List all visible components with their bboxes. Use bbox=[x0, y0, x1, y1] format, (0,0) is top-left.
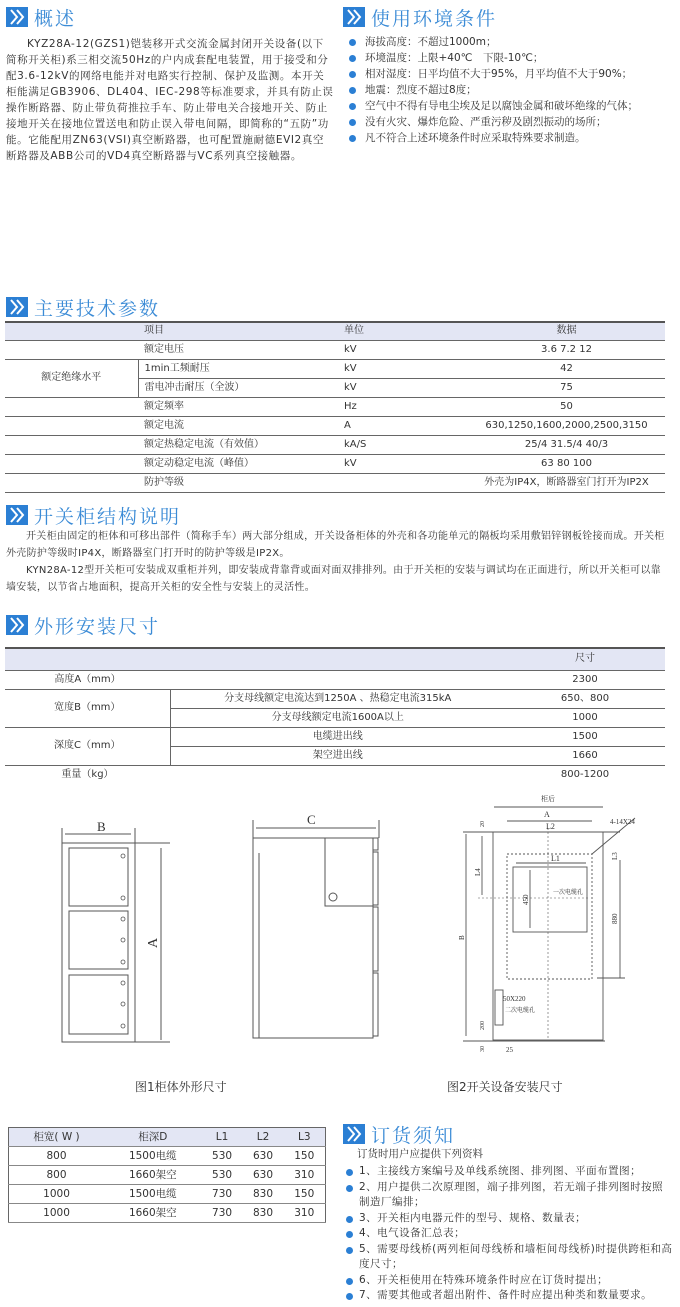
table-cell bbox=[170, 765, 505, 784]
table-cell: 310 bbox=[283, 1166, 325, 1185]
header-cell: 数据 bbox=[468, 322, 665, 340]
label-back: 柜后 bbox=[541, 795, 555, 803]
table-cell: 1660架空 bbox=[104, 1204, 202, 1223]
label-primary-cable: 一次电缆孔 bbox=[553, 890, 584, 896]
front-view-drawing bbox=[62, 819, 170, 1042]
section-title-dimensions bbox=[6, 612, 160, 638]
table-row bbox=[5, 689, 665, 708]
label-450: 450 bbox=[522, 894, 530, 905]
header-cell: 柜宽( W ) bbox=[9, 1128, 105, 1147]
table-cell: 1000 bbox=[505, 708, 665, 727]
list-item: 地震：烈度不超过8度； bbox=[343, 82, 678, 98]
list-item: 3、开关柜内电器元件的型号、规格、数量表； bbox=[343, 1211, 673, 1227]
table-cell: 高度A（mm） bbox=[5, 670, 170, 689]
label-880: 880 bbox=[611, 913, 619, 924]
list-item: 凡不符合上述环境条件时应采取特殊要求制造。 bbox=[343, 130, 678, 146]
table-cell: 架空进出线 bbox=[170, 746, 505, 765]
table-cell: 1000 bbox=[9, 1185, 105, 1204]
list-item: 相对湿度：日平均值不大于95%，月平均值不大于90%； bbox=[343, 66, 678, 82]
tech-params-table bbox=[5, 321, 665, 493]
table-row bbox=[9, 1185, 326, 1204]
table-cell: 150 bbox=[283, 1185, 325, 1204]
table-cell: Hz bbox=[338, 397, 468, 416]
cabinet-drawings bbox=[0, 790, 680, 1070]
header-cell bbox=[5, 322, 138, 340]
table-cell bbox=[170, 670, 505, 689]
structure-paragraph: KYN28A-12型开关柜可安装成双重柜并列，即安装成背靠背或面对面双排排列。由于开关柜的安装与调试均在正面进行，所以开关柜可以靠墙安装，以节省占地面积，提高开关柜的安全性与安装上的灵活性。 bbox=[6, 565, 661, 593]
header-cell bbox=[5, 648, 170, 670]
header-cell: 尺寸 bbox=[505, 648, 665, 670]
table-cell: 1500电缆 bbox=[104, 1185, 202, 1204]
label-a: A bbox=[146, 937, 161, 948]
double-chevron-right-icon bbox=[343, 1124, 365, 1144]
table-cell: 42 bbox=[468, 359, 665, 378]
table-cell: 1500电缆 bbox=[104, 1147, 202, 1166]
table-row bbox=[5, 359, 665, 378]
table-cell: 电缆进出线 bbox=[170, 727, 505, 746]
table-cell: 1000 bbox=[9, 1204, 105, 1223]
label-a2: A bbox=[544, 810, 550, 819]
table-cell: 730 bbox=[202, 1185, 243, 1204]
label-30: 30 bbox=[480, 1046, 486, 1052]
table-cell: 宽度B（mm） bbox=[5, 689, 170, 727]
overview-title: 概述 bbox=[34, 7, 77, 30]
double-chevron-right-icon bbox=[6, 7, 28, 27]
label-secondary-cable: 二次电缆孔 bbox=[505, 1008, 536, 1014]
list-item: 2、用户提供二次原理图，端子排列图，若无端子排列图时按照制造厂编排； bbox=[343, 1180, 673, 1211]
table-cell: 额定热稳定电流（有效值） bbox=[138, 435, 338, 454]
order-intro: 订货时用户应提供下列资料 bbox=[357, 1148, 483, 1160]
overview-text bbox=[6, 36, 334, 164]
table-cell: 530 bbox=[202, 1166, 243, 1185]
label-l3: L3 bbox=[611, 852, 619, 860]
double-chevron-right-icon bbox=[6, 505, 28, 525]
header-cell: 项目 bbox=[138, 322, 338, 340]
label-l1: L1 bbox=[551, 854, 560, 863]
table-cell: 额定电流 bbox=[138, 416, 338, 435]
label-c: C bbox=[307, 812, 316, 827]
structure-paragraph: 开关柜由固定的柜体和可移出部件（简称手车）两大部分组成，开关设备柜体的外壳和各功能单元的隔板均采用敷铝锌钢板铨接而成。开关柜外壳防护等级时IP4X，断路器室门打开时的防护等级是IP2X。 bbox=[6, 531, 665, 559]
table-cell: 分支母线额定电流1600A以上 bbox=[170, 708, 505, 727]
table-cell: 额定动稳定电流（峰值） bbox=[138, 454, 338, 473]
figure2-caption: 图2开关设备安装尺寸 bbox=[447, 1080, 563, 1094]
table-row bbox=[5, 454, 665, 473]
label-holes: 4-14X24 bbox=[610, 818, 635, 826]
table-cell bbox=[5, 473, 138, 492]
table-row bbox=[5, 670, 665, 689]
table-row bbox=[9, 1166, 326, 1185]
double-chevron-right-icon bbox=[6, 615, 28, 635]
table-cell: 1660 bbox=[505, 746, 665, 765]
table-cell: 重量（kg） bbox=[61, 768, 114, 780]
double-chevron-right-icon bbox=[6, 297, 28, 317]
order-title: 订货须知 bbox=[371, 1124, 456, 1147]
table-cell: kV bbox=[338, 378, 468, 397]
group-label: 额定绝缘水平 bbox=[5, 359, 138, 397]
table-cell: 25/4 31.5/4 40/3 bbox=[468, 435, 665, 454]
table-cell: A bbox=[338, 416, 468, 435]
table-row bbox=[5, 435, 665, 454]
table-cell: 310 bbox=[283, 1204, 325, 1223]
table-cell bbox=[5, 416, 138, 435]
table-cell: 830 bbox=[243, 1204, 284, 1223]
section-title-order bbox=[343, 1121, 455, 1147]
header-cell: 单位 bbox=[338, 322, 468, 340]
list-item: 4、电气设备汇总表； bbox=[343, 1226, 673, 1242]
table-cell: 50 bbox=[468, 397, 665, 416]
label-200: 200 bbox=[480, 1021, 486, 1030]
table-cell: 外壳为IP4X，断路器室门打开为IP2X bbox=[468, 473, 665, 492]
table-cell: 1660架空 bbox=[104, 1166, 202, 1185]
list-item: 1、主接线方案编号及单线系统图、排列图、平面布置图； bbox=[343, 1164, 673, 1180]
table-row bbox=[5, 397, 665, 416]
table-row bbox=[9, 1147, 326, 1166]
label-25: 25 bbox=[506, 1046, 513, 1054]
header-cell: L3 bbox=[283, 1128, 325, 1147]
environment-list bbox=[343, 34, 678, 146]
section-title-environment bbox=[343, 4, 497, 30]
table-cell: 额定频率 bbox=[138, 397, 338, 416]
table-row bbox=[9, 1204, 326, 1223]
table-cell: 150 bbox=[283, 1147, 325, 1166]
table-cell: 分支母线额定电流达到1250A 、热稳定电流315kA bbox=[170, 689, 505, 708]
structure-title: 开关柜结构说明 bbox=[34, 505, 182, 528]
table-header bbox=[9, 1128, 326, 1147]
table-cell bbox=[5, 340, 138, 359]
table-cell: kV bbox=[338, 340, 468, 359]
section-title-structure bbox=[6, 502, 181, 528]
table-cell: 630,1250,1600,2000,2500,3150 bbox=[468, 416, 665, 435]
table-row bbox=[5, 340, 665, 359]
table-cell: 雷电冲击耐压（全波） bbox=[138, 378, 338, 397]
table-cell: 830 bbox=[243, 1185, 284, 1204]
dimensions-table bbox=[5, 647, 665, 784]
table-cell bbox=[5, 454, 138, 473]
figure1-caption: 图1柜体外形尺寸 bbox=[135, 1080, 227, 1094]
label-b: B bbox=[97, 819, 106, 834]
label-l2: L2 bbox=[546, 822, 555, 831]
table-cell: 630 bbox=[243, 1166, 284, 1185]
order-list bbox=[343, 1164, 673, 1304]
dimensions-title: 外形安装尺寸 bbox=[34, 615, 161, 638]
table-cell: 2300 bbox=[505, 670, 665, 689]
table-row bbox=[5, 727, 665, 746]
environment-title: 使用环境条件 bbox=[371, 7, 498, 30]
list-item: 7、需要其他或者超出附件、备件时应提出种类和数量要求。 bbox=[343, 1288, 673, 1304]
table-header bbox=[5, 322, 665, 340]
table-cell: kV bbox=[338, 359, 468, 378]
size-table bbox=[8, 1127, 326, 1223]
list-item: 空气中不得有导电尘埃及足以腐蚀金属和破坏绝缘的气体； bbox=[343, 98, 678, 114]
table-cell: 3.6 7.2 12 bbox=[468, 340, 665, 359]
label-20: 20 bbox=[480, 821, 486, 827]
table-header bbox=[5, 648, 665, 670]
table-cell: 深度C（mm） bbox=[5, 727, 170, 765]
list-item: 6、开关柜使用在特殊环境条件时应在订货时提出； bbox=[343, 1273, 673, 1289]
header-cell: L2 bbox=[243, 1128, 284, 1147]
label-b2: B bbox=[458, 935, 466, 940]
label-slot: 50X220 bbox=[503, 995, 526, 1003]
table-cell: 1500 bbox=[505, 727, 665, 746]
install-drawing bbox=[458, 794, 635, 1054]
double-chevron-right-icon bbox=[343, 7, 365, 27]
table-cell: 75 bbox=[468, 378, 665, 397]
table-cell: 800 bbox=[9, 1147, 105, 1166]
header-cell bbox=[170, 648, 505, 670]
table-row bbox=[5, 473, 665, 492]
table-cell: kV bbox=[338, 454, 468, 473]
list-item: 没有火灾、爆炸危险、严重污秽及剧烈振动的场所； bbox=[343, 114, 678, 130]
table-cell: 800 bbox=[9, 1166, 105, 1185]
table-cell bbox=[5, 397, 138, 416]
table-cell: 800-1200 bbox=[560, 768, 610, 780]
table-cell: 730 bbox=[202, 1204, 243, 1223]
label-l4: L4 bbox=[474, 868, 482, 876]
list-item: 5、需要母线桥(两列柜间母线桥和墙柜间母线桥)时提供跨柜和高度尺寸； bbox=[343, 1242, 673, 1273]
tech-title: 主要技术参数 bbox=[34, 297, 161, 320]
table-cell: 630 bbox=[243, 1147, 284, 1166]
table-cell: 530 bbox=[202, 1147, 243, 1166]
list-item: 环境温度：上限+40℃ 下限-10℃； bbox=[343, 50, 678, 66]
table-cell: 650、800 bbox=[505, 689, 665, 708]
table-cell: kA/S bbox=[338, 435, 468, 454]
structure-text bbox=[6, 528, 670, 596]
table-row bbox=[5, 765, 665, 784]
table-cell: 额定电压 bbox=[138, 340, 338, 359]
section-title-overview bbox=[6, 4, 76, 30]
table-cell bbox=[338, 473, 468, 492]
side-view-drawing bbox=[253, 812, 379, 1038]
list-item: 海拔高度：不超过1000m； bbox=[343, 34, 678, 50]
table-cell: 防护等级 bbox=[138, 473, 338, 492]
table-row bbox=[5, 416, 665, 435]
table-cell bbox=[5, 435, 138, 454]
table-cell: 1min工频耐压 bbox=[138, 359, 338, 378]
header-cell: 柜深D bbox=[104, 1128, 202, 1147]
header-cell: L1 bbox=[202, 1128, 243, 1147]
overview-paragraph: KYZ28A-12(GZS1)铠装移开式交流金属封闭开关设备(以下简称开关柜)系三相交流50Hz的户内成套配电装置，用于接受和分配3.6-12kV的网络电能并对电路实行控制、保护及监测。本开关柜能满足GB3906、DL404、IEC-298等标准要求，并具有防止误操作断路器、防止带负荷推拉手车、防止带电关合接地开关、防止接地开关在接地位置送电和防止误入带电间隔，即简称的“五防”功能。它能配用ZN63(VSI)真空断路器，也可配置施耐德EVI2真空断路器及ABB公司的VD4真空断路器与VC系列真空接触器。 bbox=[6, 38, 334, 162]
section-title-tech bbox=[6, 294, 160, 320]
table-cell: 63 80 100 bbox=[468, 454, 665, 473]
